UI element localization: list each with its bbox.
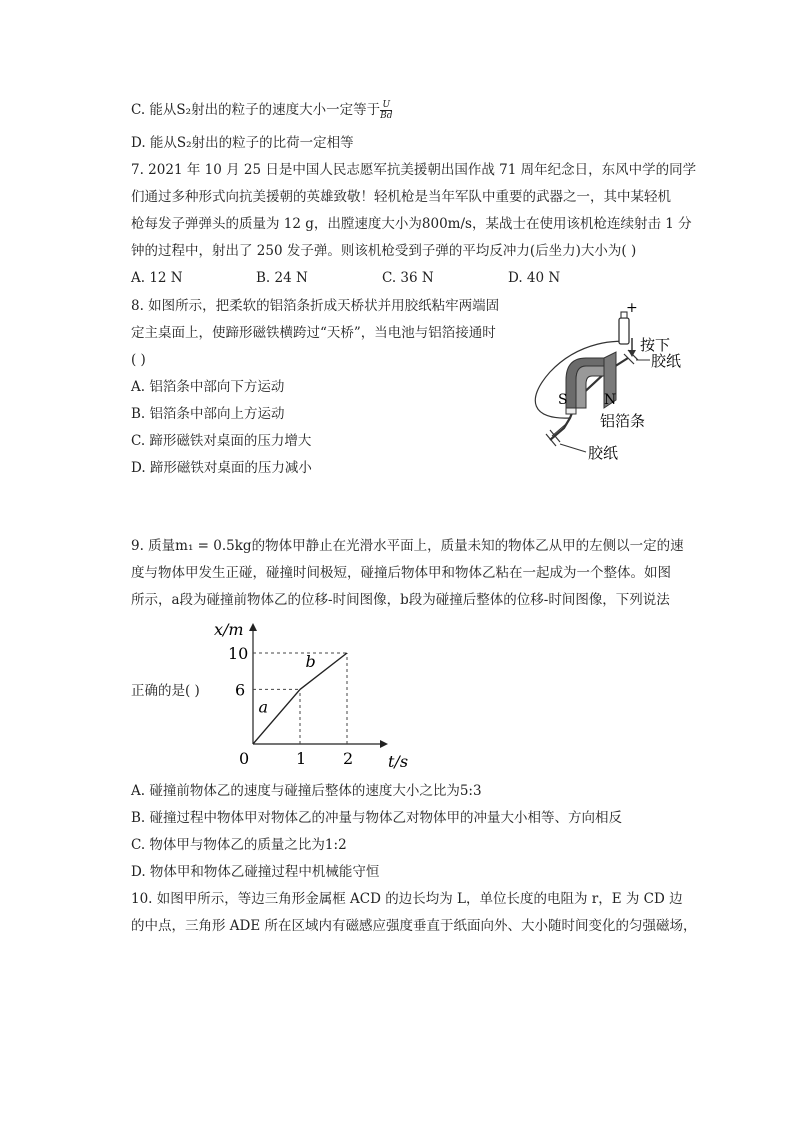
q7-option-b: B. 24 N [256, 270, 308, 286]
q7-option-d: D. 40 N [508, 270, 561, 286]
q9-line-3: 所示，a段为碰撞前物体乙的位移-时间图像，b段为碰撞后整体的位移-时间图像，下列说法 [131, 592, 670, 608]
q10-line-2: 的中点，三角形 ADE 所在区域内有磁感应强度垂直于纸面向外、大小随时间变化的匀强磁场， [131, 918, 697, 934]
x-axis-label: t/s [388, 752, 409, 771]
q6-option-c-text: C. 能从S₂射出的粒子的速度大小一定等于 [131, 102, 381, 118]
s-pole-label: S [558, 392, 568, 408]
q8-option-c: C. 蹄形磁铁对桌面的压力增大 [131, 433, 312, 449]
battery-icon [619, 318, 629, 344]
q7-line-1: 7. 2021 年 10 月 25 日是中国人民志愿军抗美援朝出国作战 71 周年纪念日，东风中学的同学 [131, 162, 697, 178]
q8-line-1: 8. 如图所示，把柔软的铝箔条折成天桥状并用胶纸粘牢两端固 [131, 298, 500, 314]
y-tick-label: 6 [235, 680, 246, 700]
q7-line-2: 们通过多种形式向抗美援朝的英雄致敬！轻机枪是当年军队中重要的武器之一，其中某轻机 [131, 189, 671, 205]
q6-option-c-fraction [380, 100, 392, 121]
x-tick-label: 2 [343, 749, 354, 768]
q9-option-a: A. 碰撞前物体乙的速度与碰撞后整体的速度大小之比为5:3 [131, 783, 482, 799]
q6-option-c [131, 100, 392, 121]
battery-plus-label: + [626, 300, 638, 316]
q8-magnet-figure [520, 300, 700, 470]
press-label: 按下 [640, 336, 671, 354]
q7-option-c: C. 36 N [382, 270, 434, 286]
q8-option-d: D. 蹄形磁铁对桌面的压力减小 [131, 460, 312, 476]
x-axis-arrow-icon [380, 740, 388, 748]
q9-option-c: C. 物体甲与物体乙的质量之比为1:2 [131, 837, 347, 853]
origin-label: 0 [239, 749, 250, 768]
q6-frac-numerator: U [380, 100, 392, 111]
q9-line-2: 度与物体甲发生正碰，碰撞时间极短，碰撞后物体甲和物体乙粘在一起成为一个整体。如图 [131, 565, 671, 581]
q7-line-3: 枪每发子弹弹头的质量为 12 g，出膛速度大小为800m/s，某战士在使用该机枪连续射击 1 分 [131, 216, 692, 232]
q10-line-1: 10. 如图甲所示，等边三角形金属框 ACD 的边长均为 L，单位长度的电阻为 r，E 为 CD 边 [131, 891, 683, 907]
q6-frac-denominator: Bd [380, 111, 393, 121]
q7-option-a: A. 12 N [131, 270, 183, 286]
q9-line-4: 正确的是( ) [131, 683, 200, 699]
foil-label: 铝箔条 [600, 412, 646, 430]
q9-option-b: B. 碰撞过程中物体甲对物体乙的冲量与物体乙对物体甲的冲量大小相等、方向相反 [131, 810, 623, 826]
q9-xt-chart [210, 615, 410, 780]
y-axis-arrow-icon [249, 623, 257, 631]
q6-option-d: D. 能从S₂射出的粒子的比荷一定相等 [131, 135, 354, 151]
x-tick-label: 1 [296, 749, 307, 768]
q8-option-a: A. 铝箔条中部向下方运动 [131, 379, 285, 395]
q9-option-d: D. 物体甲和物体乙碰撞过程中机械能守恒 [131, 864, 380, 880]
series-b-label: b [305, 652, 316, 672]
y-axis-label: x/m [214, 620, 244, 639]
q9-line-1: 9. 质量m₁ = 0.5kg的物体甲静止在光滑水平面上，质量未知的物体乙从甲的左侧以一定的速 [131, 538, 684, 554]
q8-line-2: 定主桌面上，使蹄形磁铁横跨过“天桥”，当电池与铝箔接通时 [131, 325, 496, 341]
n-pole-label: N [604, 392, 617, 408]
y-tick-label: 10 [228, 644, 249, 663]
tape-bottom-label: 胶纸 [588, 444, 619, 462]
q7-line-4: 钟的过程中，射出了 250 发子弹。则该机枪受到子弹的平均反冲力(后坐力)大小为( ) [131, 243, 637, 259]
series-a-label: a [258, 697, 269, 717]
q8-option-b: B. 铝箔条中部向上方运动 [131, 406, 285, 422]
q8-line-3: ( ) [131, 352, 146, 368]
tape-top-label: 胶纸 [651, 352, 682, 370]
